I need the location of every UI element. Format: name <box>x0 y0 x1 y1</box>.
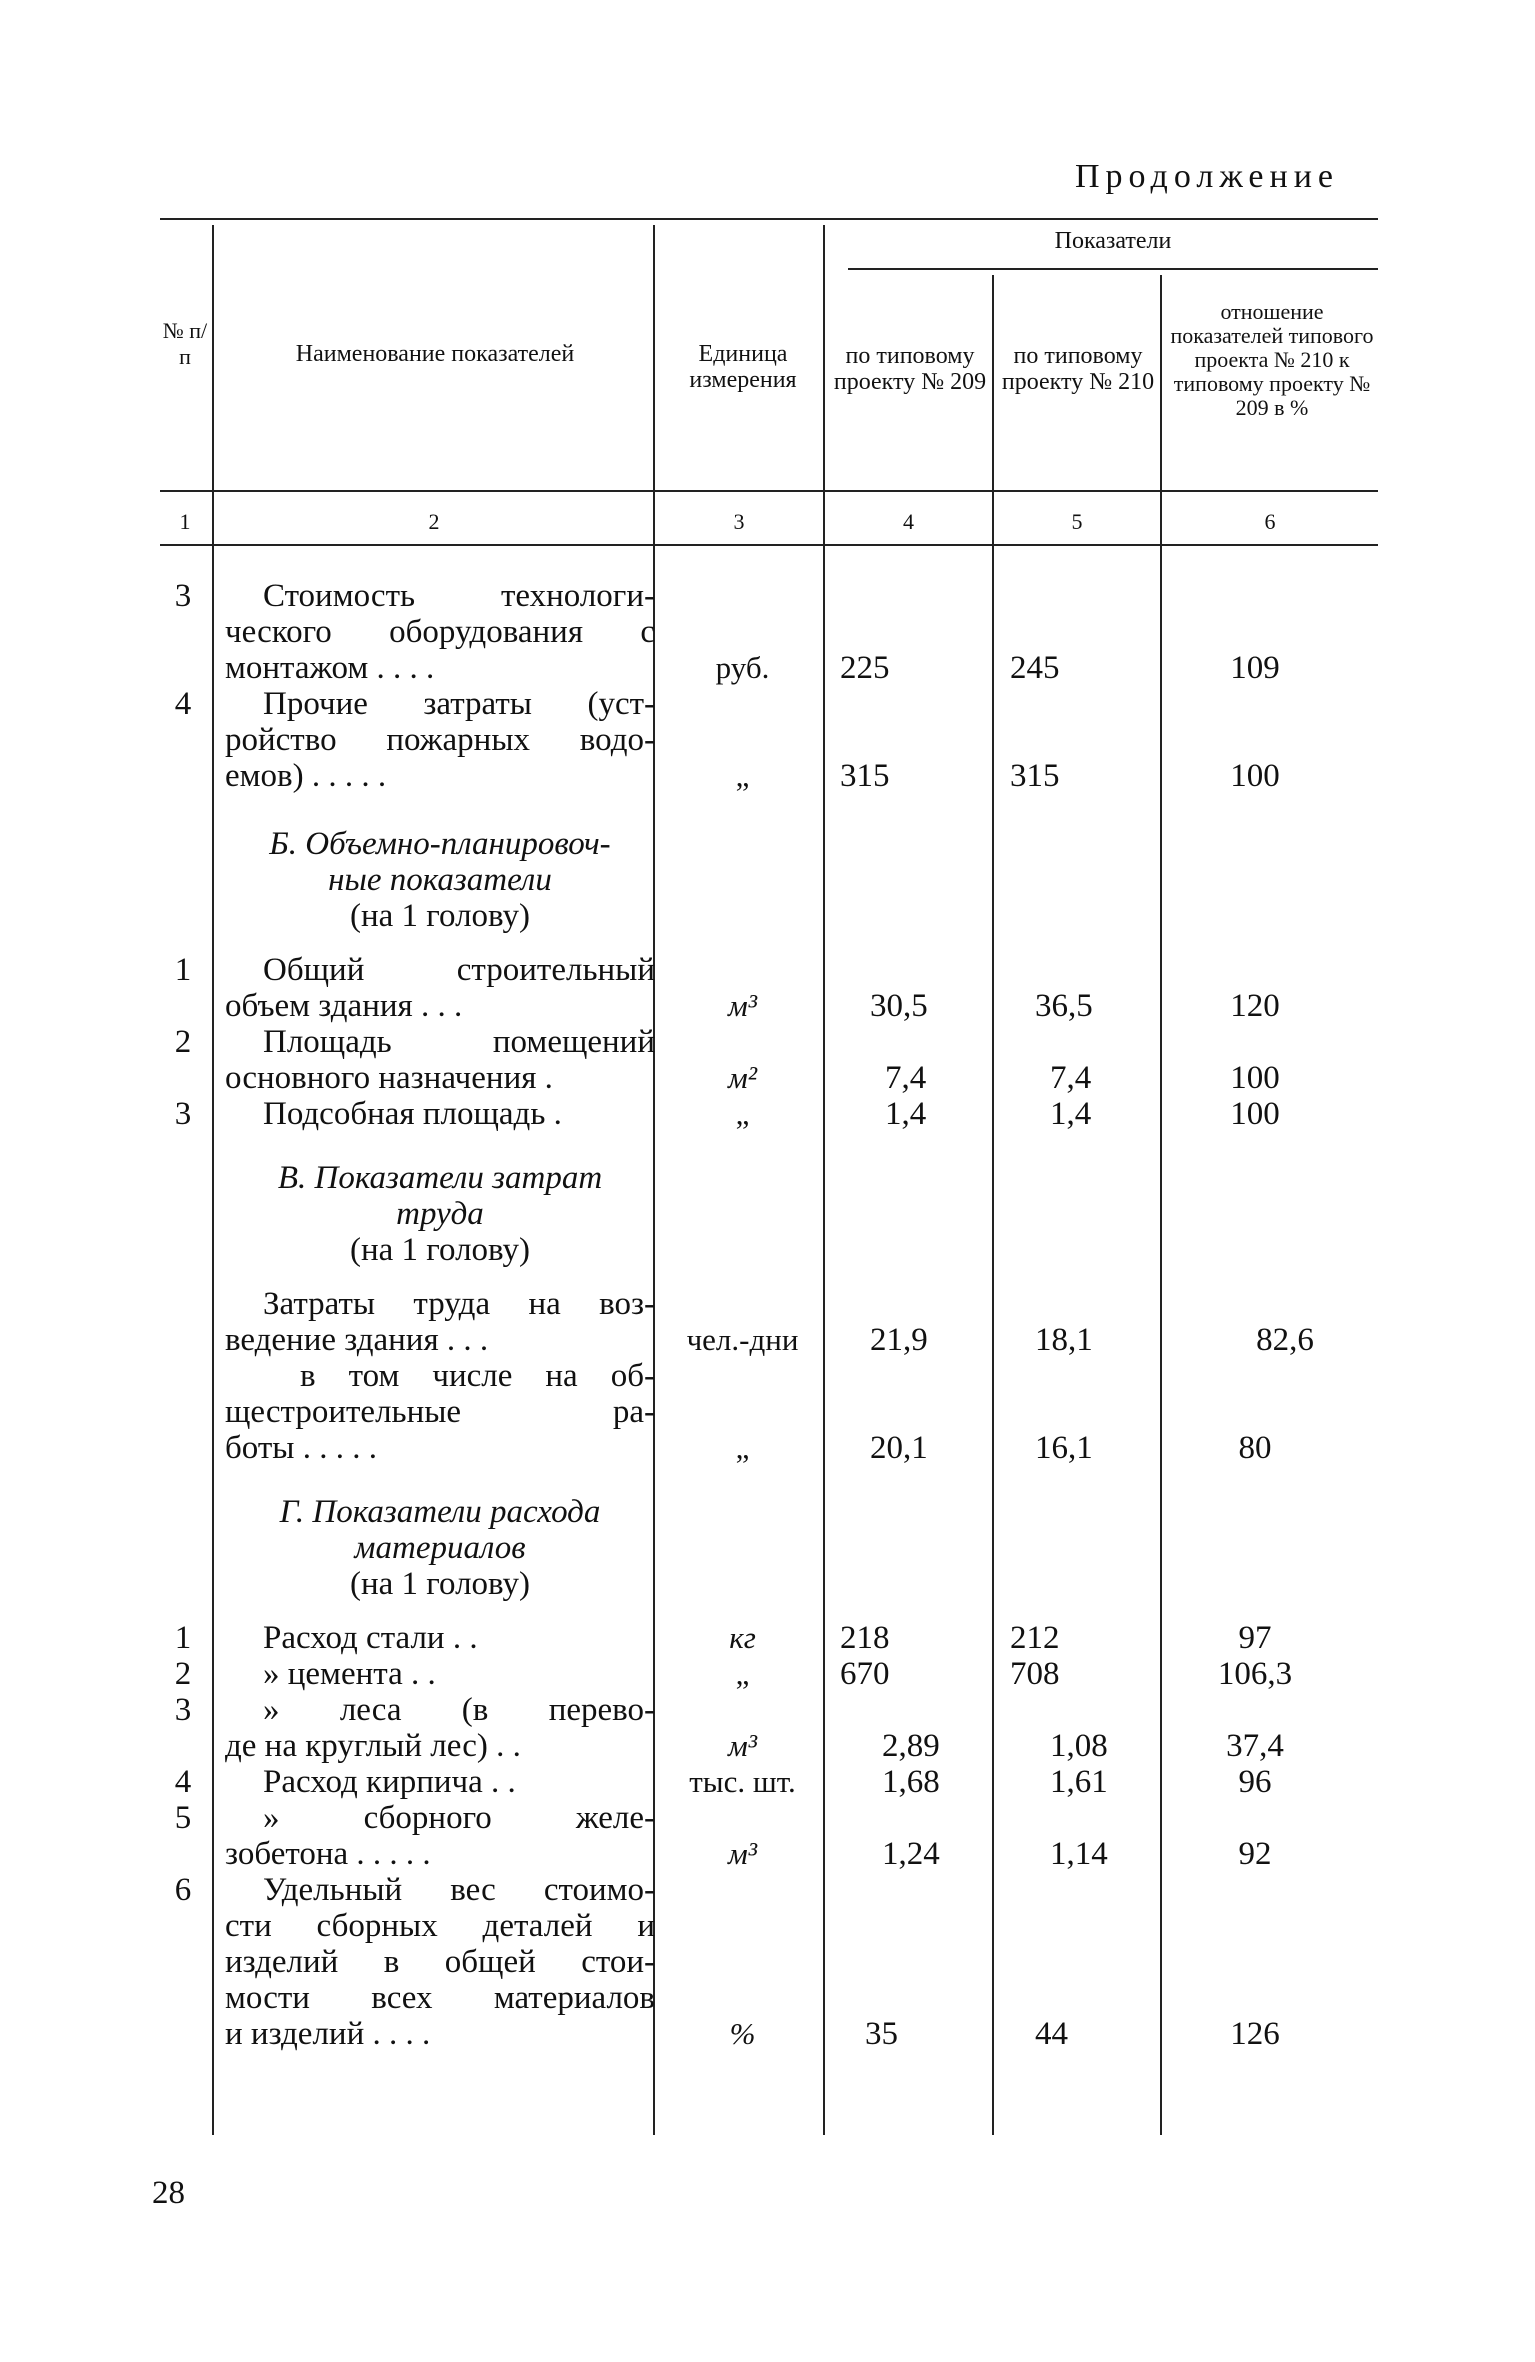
row-name-line: ройство пожарных водо- <box>225 722 655 758</box>
row-name-line: Стоимость технологи- <box>263 578 655 614</box>
row-ratio: 100 <box>1230 1096 1280 1132</box>
row-value-209: 21,9 <box>870 1322 928 1358</box>
row-value-210: 1,61 <box>1050 1764 1108 1800</box>
row-name-line: боты . . . . . <box>225 1430 377 1466</box>
row-name <box>225 686 655 794</box>
row-value-210: 7,4 <box>1050 1060 1092 1096</box>
row-name-line: и изделий . . . . <box>225 2016 431 2052</box>
row-number: 6 <box>174 1872 192 1908</box>
row-value-210: 1,4 <box>1050 1096 1092 1132</box>
continuation-label: Продолжение <box>1074 158 1339 195</box>
row-value-210: 1,14 <box>1050 1836 1108 1872</box>
row-name-line: сти сборных деталей и <box>225 1908 655 1944</box>
section-heading-line: Б. Объемно-планировоч- <box>269 826 611 862</box>
row-number: 1 <box>174 952 192 988</box>
col-index-1: 1 <box>179 509 191 534</box>
row-name-line: объем здания . . . <box>225 988 463 1024</box>
row-value-210: 212 <box>1010 1620 1060 1656</box>
row-ratio: 100 <box>1230 758 1280 794</box>
row-ratio: 92 <box>1238 1836 1272 1872</box>
row-unit: „ <box>735 758 750 793</box>
header-col-number: № п/п <box>162 318 208 369</box>
row-ratio: 97 <box>1238 1620 1272 1656</box>
row-ratio: 82,6 <box>1256 1322 1314 1358</box>
row-name-line: Прочие затраты (уст- <box>263 686 655 722</box>
row-value-209: 1,68 <box>882 1764 940 1800</box>
row-unit: „ <box>735 1096 750 1131</box>
row-name-line: основного назначения . <box>225 1060 553 1096</box>
row-name-line: ведение здания . . . <box>225 1322 489 1358</box>
col-index-2: 2 <box>428 509 440 534</box>
row-name <box>225 952 655 1024</box>
col-index-6: 6 <box>1264 509 1276 534</box>
row-name-line: » цемента . . <box>263 1656 436 1692</box>
row-name <box>225 1764 655 1800</box>
row-name-line: Расход стали . . <box>263 1620 478 1656</box>
row-number: 3 <box>174 578 192 614</box>
header-col-name: Наименование показателей <box>295 341 575 367</box>
row-name <box>225 1024 655 1096</box>
row-ratio: 120 <box>1230 988 1280 1024</box>
row-value-210: 44 <box>1035 2016 1068 2052</box>
row-name-line: » леса (в перево- <box>263 1692 655 1728</box>
row-number: 4 <box>174 1764 192 1800</box>
row-name-line: де на круглый лес) . . <box>225 1728 521 1764</box>
row-value-209: 20,1 <box>870 1430 928 1466</box>
row-number: 3 <box>174 1096 192 1132</box>
row-value-210: 315 <box>1010 758 1060 794</box>
row-unit: кг <box>729 1620 756 1655</box>
header-col-unit: Единица измерения <box>689 341 797 393</box>
row-name <box>225 1096 655 1132</box>
row-value-209: 7,4 <box>885 1060 927 1096</box>
row-value-210: 36,5 <box>1035 988 1093 1024</box>
row-number: 3 <box>174 1692 192 1728</box>
row-unit: тыс. шт. <box>689 1764 796 1799</box>
row-ratio: 96 <box>1238 1764 1272 1800</box>
col-index-4: 4 <box>903 509 914 534</box>
section-heading-line: ные показатели <box>328 862 552 898</box>
row-unit: м³ <box>727 1728 758 1763</box>
row-name-line: зобетона . . . . . <box>225 1836 431 1872</box>
section-heading-line: (на 1 голову) <box>350 1232 530 1268</box>
row-name-line: Удельный вес стоимо- <box>263 1872 655 1908</box>
row-name <box>225 1620 655 1656</box>
row-number: 1 <box>174 1620 192 1656</box>
row-unit: „ <box>735 1656 750 1691</box>
row-value-209: 315 <box>840 758 890 794</box>
row-ratio: 100 <box>1230 1060 1280 1096</box>
row-name <box>225 1800 655 1872</box>
row-unit: м³ <box>727 988 758 1023</box>
row-value-209: 35 <box>865 2016 898 2052</box>
section-heading-line: (на 1 голову) <box>350 898 530 934</box>
row-value-210: 1,08 <box>1050 1728 1108 1764</box>
row-name-line: Подсобная площадь . <box>263 1096 562 1132</box>
row-number: 2 <box>174 1656 192 1692</box>
row-name-line: монтажом . . . . <box>225 650 435 686</box>
row-ratio: 126 <box>1230 2016 1280 2052</box>
header-col-210: по типовому проекту № 210 <box>1001 343 1155 395</box>
row-ratio: 109 <box>1230 650 1280 686</box>
section-heading-line: (на 1 голову) <box>350 1566 530 1602</box>
row-name-line: ческого оборудования с <box>225 614 655 650</box>
row-unit: м² <box>727 1060 758 1095</box>
row-name <box>225 1692 655 1764</box>
row-value-210: 16,1 <box>1035 1430 1093 1466</box>
row-name <box>225 578 655 686</box>
row-number: 4 <box>174 686 192 722</box>
index-row-bottom-border <box>160 544 1378 546</box>
row-name <box>225 1656 655 1692</box>
row-value-209: 2,89 <box>882 1728 940 1764</box>
row-name-line: Затраты труда на воз- <box>263 1286 655 1322</box>
section-heading-line: Г. Показатели расхода <box>279 1494 601 1530</box>
row-unit: руб. <box>715 650 770 685</box>
header-bottom-border <box>160 490 1378 492</box>
row-value-209: 225 <box>840 650 890 686</box>
header-col-209: по типовому проекту № 209 <box>833 343 987 395</box>
row-unit: „ <box>735 1430 750 1465</box>
row-unit: м³ <box>727 1836 758 1871</box>
col-divider-1 <box>212 225 214 2135</box>
row-value-209: 218 <box>840 1620 890 1656</box>
row-value-209: 1,24 <box>882 1836 940 1872</box>
row-value-209: 1,4 <box>885 1096 927 1132</box>
row-value-209: 670 <box>840 1656 890 1692</box>
row-name-line: изделий в общей стои- <box>225 1944 655 1980</box>
section-heading-line: В. Показатели затрат <box>277 1160 603 1196</box>
header-col-ratio: отношение показателей типового проекта № 210 к типовому проекту № 209 в % <box>1170 299 1374 420</box>
row-name <box>225 1872 655 2052</box>
group-header-divider <box>848 268 1378 270</box>
row-name-line: » сборного желе- <box>263 1800 655 1836</box>
row-number: 5 <box>174 1800 192 1836</box>
col-index-5: 5 <box>1071 509 1083 534</box>
row-name-line: Общий строительный <box>263 952 655 988</box>
row-value-210: 245 <box>1010 650 1060 686</box>
section-heading-line: материалов <box>354 1530 526 1566</box>
row-name-line: мости всех материалов <box>225 1980 655 2016</box>
row-unit: чел.-дни <box>686 1322 799 1357</box>
row-name-line: в том числе на об- <box>300 1358 655 1394</box>
section-heading <box>225 1160 655 1268</box>
row-name-line: емов) . . . . . <box>225 758 387 794</box>
row-value-209: 30,5 <box>870 988 928 1024</box>
row-name <box>225 1358 655 1466</box>
section-heading <box>225 826 655 934</box>
row-unit: % <box>729 2016 756 2051</box>
row-name-line: Расход кирпича . . <box>263 1764 516 1800</box>
row-value-210: 708 <box>1010 1656 1060 1692</box>
row-ratio: 80 <box>1238 1430 1272 1466</box>
row-value-210: 18,1 <box>1035 1322 1093 1358</box>
col-index-3: 3 <box>733 509 745 534</box>
row-name <box>225 1286 655 1358</box>
table-top-border <box>160 218 1378 220</box>
page-number: 28 <box>152 2175 185 2211</box>
row-number: 2 <box>174 1024 192 1060</box>
row-ratio: 37,4 <box>1226 1728 1284 1764</box>
section-heading <box>225 1494 655 1602</box>
section-heading-line: труда <box>396 1196 484 1232</box>
row-ratio: 106,3 <box>1217 1656 1293 1692</box>
row-name-line: Площадь помещений <box>263 1024 655 1060</box>
header-group: Показатели <box>1054 228 1172 254</box>
row-name-line: щестроительные ра- <box>225 1394 655 1430</box>
